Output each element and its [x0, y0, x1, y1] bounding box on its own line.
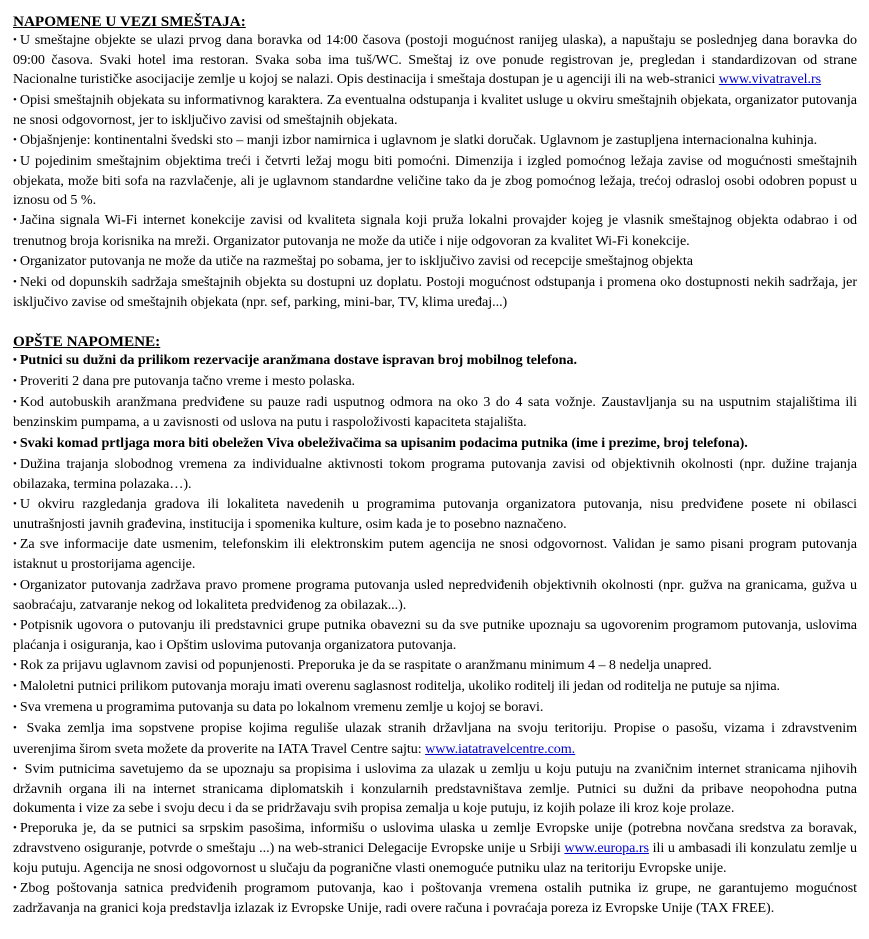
item-text: Maloletni putnici prilikom putovanja moraju imati overenu saglasnost roditelja, ukoliko roditelj ili jedan od roditelja ne putuje sa njima. — [19, 678, 781, 695]
bullet-icon: • — [13, 154, 17, 167]
list-item — [13, 535, 857, 574]
section-heading: NAPOMENE U VEZI SMEŠTAJA: — [13, 13, 246, 30]
item-text: Proveriti 2 dana pre putovanja tačno vreme i mesto polaska. — [19, 373, 356, 390]
item-text-after-link: ili u ambasadi ili konzulatu zemlje u koju putuju. Agencija ne snosi odgovornost u slučaju da pogranične vlasti onemoguće putniku ulaz na teritoriju Evropske unije. — [13, 840, 858, 876]
list-item — [13, 677, 857, 697]
section-accommodation-notes — [13, 12, 857, 312]
item-text: Za sve informacije date usmenim, telefonskim ili elektronskim putem agencija ne snosi odgovornost. Validan je samo pisani program putovanja istaknut u prostorijama agencije. — [13, 536, 857, 573]
item-text: Rok za prijavu uglavnom zavisi od popunjenosti. Preporuka je da se raspitate o aranžmanu minimum 4 – 8 nedelja unapred. — [19, 657, 712, 674]
item-text: Sva vremena u programima putovanja su data po lokalnom vremenu zemlje u kojoj se boravi. — [19, 699, 544, 716]
list-item — [13, 495, 857, 534]
item-text: Neki od dopunskih sadržaja smeštajnih objekta su dostupni uz doplatu. Postoji mogućnost odstupanja i promena oko dostupnosti nekih sadržaja, jer isključivo zavise od smeštajnih objekata (npr. sef, parking, mini-bar, TV, klima uređaj...) — [13, 273, 857, 310]
bullet-icon: • — [13, 618, 17, 631]
bullet-icon: • — [13, 578, 17, 591]
item-text: U okviru razgledanja gradova ili lokaliteta navedenih u programima putovanja organizatora putovanja, nisu predviđene posete ni obilasci unutrašnjosti javnih građevina, institucija i spomenika kulture, osim kada je to posebno naznačeno. — [13, 495, 857, 533]
list-item — [13, 252, 857, 272]
item-text: Svaka zemlja ima sopstvene propise kojima reguliše ulazak stranih državljana na svoju teritoriju. Propise o pasošu, vizama i zdravstvenim uverenjima širom sveta možete da proverite na IATA Travel Centre sajtu: — [13, 720, 857, 757]
item-text: Dužina trajanja slobodnog vremena za individualne aktivnosti tokom programa putovanja zavisi od objektivnih okolnosti (npr. dužine trajanja obilazaka, termina polazaka…). — [13, 455, 857, 492]
list-item — [13, 393, 857, 432]
item-text: Zbog poštovanja satnica predviđenih programom putovanja, kao i poštovanja vremena ostalih putnika iz grupe, ne garantujemo mogućnost zadržavanja na granici koja predstavlja izlazak iz Evropske Unije, radi overe računa i povraćaja poreza iz Evropske Unije (TAX FREE). — [13, 879, 857, 916]
bullet-icon: • — [13, 275, 17, 288]
item-text: Kod autobuskih aranžmana predviđene su pauze radi usputnog odmora na oko 3 do 4 sata vožnje. Zaustavljanja su na usputnim stajalištima ili benzinskim pumpama, a u zavisnosti od uslova na putu i raspoloživosti kapaciteta stajališta. — [13, 394, 857, 431]
list-item — [13, 760, 857, 819]
bullet-icon: • — [13, 881, 17, 894]
item-text: Preporuka je, da se putnici sa srpskim pasošima, informišu o uslovima ulaska u zemlje Evropske unije (potrebna novčana sredstva za boravak, zdravstveno osiguranje, potvrde o smeštaju ...) na web-stranici Delegacije Evropske unije u Srbiji — [13, 820, 857, 857]
item-text: U pojedinim smeštajnim objektima treći i četvrti ležaj mogu biti pomoćni. Dimenzija i izgled pomoćnog ležaja zavise od mogućnosti smeštajnih objekata, može biti sofa na razvlačenje, ali je uglavnom standardne veličine tako da je zbog pomoćnog ležaja, trećoj odrasloj osobi odobren popust u iznosu od 5 %. — [13, 152, 857, 209]
item-text: Potpisnik ugovora o putovanju ili predstavnici grupe putnika obavezni su da sve putnike upoznaju sa ugovorenim programom putovanja, uslovima plaćanja i osiguranja, kao i Opštim uslovima putovanja organizatora putovanja. — [13, 616, 857, 654]
list-item — [13, 819, 857, 878]
bullet-icon: • — [13, 822, 17, 835]
list-item — [13, 372, 857, 392]
item-list — [13, 351, 857, 918]
list-item — [13, 211, 857, 250]
item-text: Putnici su dužni da prilikom rezervacije aranžmana dostave ispravan broj mobilnog telefona. — [19, 352, 577, 369]
section-spacer — [13, 313, 857, 332]
section-heading: OPŠTE NAPOMENE: — [13, 333, 161, 351]
item-text: Jačina signala Wi-Fi internet konekcije zavisi od kvaliteta signala koji pruža lokalni provajder kojeg je vlasnik smeštajnog objekta odabrao i od trenutnog broja korisnika na mreži. Organizator putovanja ne može da utiče i nije odgovoran za kvalitet Wi-Fi konekcije. — [13, 212, 857, 249]
bullet-icon: • — [13, 659, 17, 672]
item-text: Organizator putovanja ne može da utiče na razmeštaj po sobama, jer to isključivo zavisi od recepcije smeštajnog objekta — [19, 252, 693, 269]
bullet-icon: • — [13, 34, 17, 46]
list-item — [13, 576, 857, 615]
item-text: Organizator putovanja zadržava pravo promene programa putovanja usled nepredviđenih objektivnih okolnosti (npr. gužva na granicama, gužva u saobraćaju, zatvaranje nekog od lokaliteta predviđenog za obilazak...). — [13, 576, 857, 613]
item-text: Svaki komad prtljaga mora biti obeležen Viva obeleživačima sa upisanim podacima putnika (ime i prezime, broj telefona). — [19, 434, 748, 451]
bullet-icon: • — [13, 375, 17, 388]
list-item — [13, 698, 857, 718]
bullet-icon: • — [13, 497, 17, 510]
web-link[interactable]: www.europa.rs — [564, 840, 649, 857]
list-item — [13, 879, 857, 918]
bullet-icon: • — [13, 436, 17, 449]
bullet-icon: • — [13, 354, 17, 367]
item-list — [13, 31, 857, 312]
list-item — [13, 131, 857, 151]
bullet-icon: • — [13, 722, 17, 735]
section-general-notes — [13, 332, 857, 918]
item-text: Opisi smeštajnih objekata su informativnog karaktera. Za eventualna odstupanja i kvalitet usluge u okviru smeštajnih objekata, organizator putovanja ne snosi odgovornost, jer to isključivo zavisi od smeštajnih objekata. — [13, 91, 857, 128]
bullet-icon: • — [13, 762, 17, 775]
list-item — [13, 455, 857, 494]
bullet-icon: • — [13, 457, 17, 470]
web-link[interactable]: www.vivatravel.rs — [718, 71, 822, 88]
item-text: U smeštajne objekte se ulazi prvog dana boravka od 14:00 časova (postoji mogućnost ranijeg ulaska), a napuštaju se poslednjeg dana boravka do 09:00 časova. Svaki hotel ima restoran. Svaka soba ima tuš/WC. Smeštaj iz ove ponude registrovan je, pregledan i standardizovan od strane Nacionalne turističke asocijacije zemlje u kojoj se nalazi. Opis destinacija i smeštaja dostupan je u agenciji ili na web-stranici — [13, 32, 857, 88]
web-link[interactable]: www.iatatravelcentre.com. — [425, 740, 576, 757]
list-item — [13, 31, 857, 90]
list-item — [13, 91, 857, 130]
bullet-icon: • — [13, 680, 17, 693]
list-item — [13, 616, 857, 655]
item-text: Svim putnicima savetujemo da se upoznaju sa propisima i uslovima za ulazak u zemlju u koju putuju na zvaničnim internet stranicama njihovih državnih organa ili na internet stranicama diplomatskih i konzularnih predstavništava zemlje. Putnici su dužni da pribave neopohodna putna dokumenta i vize za sebe i svoju decu i da se pridržavaju svih propisa zemalja u koje putuju, iz kojih polaze ili kroz koje prolaze. — [13, 760, 857, 817]
list-item — [13, 152, 857, 211]
bullet-icon: • — [13, 93, 17, 106]
bullet-icon: • — [13, 396, 17, 409]
bullet-icon: • — [13, 133, 17, 146]
bullet-icon: • — [13, 538, 17, 551]
bullet-icon: • — [13, 254, 17, 267]
list-item — [13, 273, 857, 312]
bullet-icon: • — [13, 701, 17, 714]
item-text: Objašnjenje: kontinentalni švedski sto – manji izbor namirnica i uglavnom je slatki doručak. Uglavnom je zastupljena internacionalna kuhinja. — [19, 131, 818, 148]
bullet-icon: • — [13, 214, 17, 227]
list-item — [13, 434, 857, 454]
list-item — [13, 719, 857, 758]
list-item — [13, 656, 857, 676]
list-item — [13, 351, 857, 371]
